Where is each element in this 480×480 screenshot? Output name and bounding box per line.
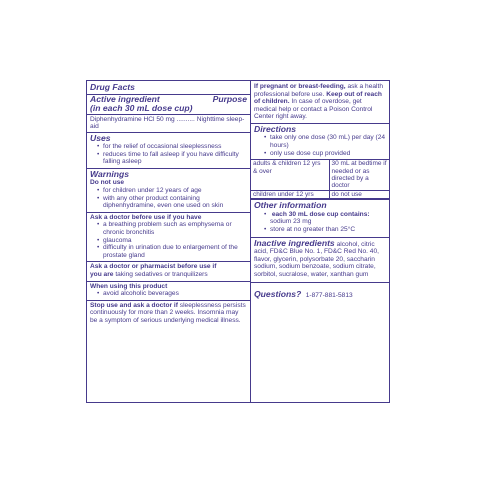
directions-section (251, 123, 389, 199)
directions-table (251, 159, 389, 199)
directions-item: • only use dose cup provided (262, 150, 386, 158)
pregnancy-section (251, 81, 389, 121)
do-not-use-item: • with any other product containing diphenhydramine, even one used on skin (95, 195, 247, 210)
when-using-section (87, 281, 250, 298)
uses-item: • reduces time to fall asleep if you have difficulty falling asleep (95, 151, 247, 166)
ask-doctor-item: • glaucoma (95, 237, 247, 245)
ask-pharmacist-text: taking sedatives or tranquilizers (115, 271, 208, 278)
stop-use-heading: Stop use and ask a doctor if (90, 301, 178, 309)
warnings-heading: Warnings (90, 168, 129, 179)
ask-doctor-section (87, 212, 250, 260)
drug-facts-title: Drug Facts (90, 82, 135, 92)
table-cell: children under 12 yrs (251, 190, 329, 198)
ask-pharmacist-heading: Ask a doctor or pharmacist before use if (90, 263, 217, 271)
table-cell: do not use (329, 190, 389, 198)
other-information-heading: Other information (254, 200, 327, 211)
active-ingredient-line (87, 114, 250, 132)
directions-item: • take only one dose (30 mL) per day (24 hours) (262, 134, 386, 149)
warnings-section (87, 168, 250, 210)
other-information-item (262, 211, 386, 219)
active-ingredient-section (87, 94, 250, 114)
active-ingredient-subheading: (in each 30 mL dose cup) (90, 103, 193, 113)
do-not-use-heading: Do not use (90, 179, 125, 187)
overdose-text: In case of overdose, get medical help or contact a Poison Control Center right away. (254, 98, 373, 121)
table-cell: 30 mL at bedtime if needed or as directed by a doctor (329, 160, 389, 191)
drug-facts-panel (86, 80, 390, 403)
stop-use-section (87, 300, 250, 325)
when-using-item: • avoid alcoholic beverages (95, 290, 247, 298)
uses-item: • for the relief of occasional sleeplessness (95, 143, 247, 151)
inactive-ingredients-text: alcohol, citric acid, FD&C Blue No. 1, FD&C Red No. 40, flavor, glycerin, polysorbate 20, saccharin sodium, sodium benzoate, sodium citrate, sorbitol, sucralose, water, xanthan gum (254, 240, 379, 278)
dot-leader: .......... (176, 115, 195, 123)
other-information-section (251, 199, 389, 233)
table-row (251, 160, 389, 191)
dose-cup-contains: each 30 mL dose cup contains: (271, 210, 370, 218)
questions-section (251, 282, 389, 302)
inactive-ingredients-heading: Inactive ingredients (254, 237, 335, 248)
title-section (87, 81, 250, 93)
purpose-heading: Purpose (212, 93, 247, 104)
uses-section (87, 132, 250, 166)
pregnant-text: ask a health professional before use. (254, 83, 383, 98)
ask-doctor-heading: Ask a doctor before use if you have (90, 213, 202, 221)
other-information-item: • store at no greater than 25°C (262, 226, 386, 234)
table-row (251, 190, 389, 198)
left-column (87, 81, 251, 402)
pregnant-bold: If pregnant or breast-feeding, (254, 83, 346, 90)
inactive-ingredients-section (251, 237, 389, 279)
uses-heading: Uses (90, 132, 111, 143)
right-column (251, 81, 389, 402)
when-using-heading: When using this product (90, 282, 168, 290)
ingredient-purpose: Nighttime sleep-aid (90, 115, 245, 131)
keep-out-of-reach: Keep out of reach of children. (254, 90, 382, 106)
ask-pharmacist-section (87, 261, 250, 278)
sodium-content: sodium 23 mg (270, 218, 312, 226)
active-ingredient-heading: Active ingredient (90, 93, 160, 104)
do-not-use-item: • for children under 12 years of age (95, 187, 247, 195)
table-cell: adults & children 12 yrs & over (251, 160, 329, 191)
questions-phone: 1-877-881-5813 (305, 291, 353, 299)
stop-use-text: sleeplessness persists continuously for more than 2 weeks. Insomnia may be a symptom of serious underlying medical illness. (90, 301, 246, 324)
questions-heading: Questions? (254, 288, 302, 299)
ask-doctor-item: • a breathing problem such as emphysema or chronic bronchitis (95, 221, 247, 236)
ask-pharmacist-you-are: you are (90, 271, 114, 278)
directions-heading: Directions (254, 123, 297, 134)
ask-doctor-item: • difficulty in urination due to enlargement of the prostate gland (95, 244, 247, 259)
ingredient-name: Diphenhydramine HCl 50 mg (90, 115, 175, 123)
